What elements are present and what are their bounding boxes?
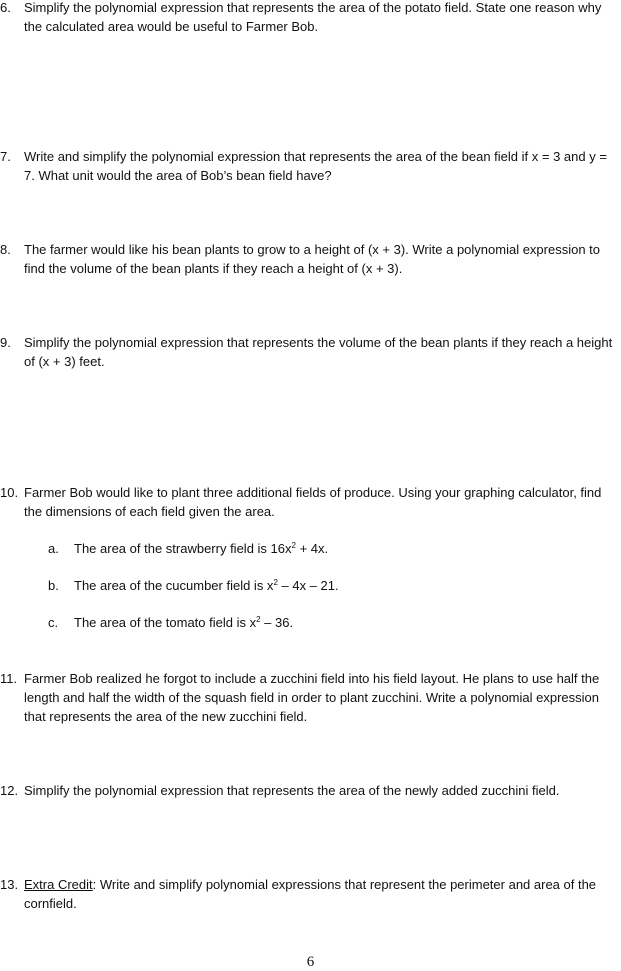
question-number: 8.	[0, 242, 11, 257]
question-text: Simplify the polynomial expression that represents the volume of the bean plants if they reach a height of (x + 3) feet.	[24, 335, 613, 369]
subitem-text: The area of the strawberry field is $16x^2 + 4x$.	[74, 541, 329, 556]
question-number: 13.	[0, 877, 19, 892]
subitem-letter: b.	[48, 578, 59, 593]
question-text: The farmer would like his bean plants to grow to a height of (x + 3). Write a polynomial expression to find the volume of the bean plants if they reach a height of (x + 3).	[24, 242, 601, 276]
subitem-text: The area of the tomato field is $x^2 - 36$.	[74, 615, 294, 630]
question-number: 9.	[0, 335, 11, 350]
question-text: Simplify the polynomial expression that represents the area of the newly added zucchini field.	[24, 783, 560, 798]
question-number: 7.	[0, 149, 11, 164]
question-number: 10.	[0, 485, 19, 500]
subitem-letter: a.	[48, 541, 59, 556]
subitem-c	[0, 613, 621, 632]
question-text: Extra Credit: Write and simplify polynomial expressions that represent the perimeter and area of the cornfield.	[24, 877, 597, 911]
question-number: 6.	[0, 0, 11, 15]
subitem-b	[0, 576, 621, 595]
subitem-letter: c.	[48, 615, 59, 630]
subitem-text: The area of the cucumber field is $x^2 - 4x - 21$.	[74, 578, 339, 593]
extra-credit-label: Extra Credit	[24, 877, 93, 892]
question-text: Farmer Bob realized he forgot to include a zucchini field into his field layout. He plans to use half the length and half the width of the squash field in order to plant zucchini. Write a polynomial expression that represents the area of the new zucchini field.	[24, 671, 600, 724]
question-number: 12.	[0, 783, 19, 798]
question-number: 11.	[0, 671, 18, 686]
page-number: 6	[306, 954, 315, 970]
question-text: Farmer Bob would like to plant three additional fields of produce. Using your graphing calculator, find the dimensions of each field given the area.	[24, 485, 602, 519]
question-text: Write and simplify the polynomial expression that represents the area of the bean field if x = 3 and y = 7. What unit would the area of Bob’s bean field have?	[24, 149, 607, 183]
subitem-a	[0, 539, 621, 558]
question-text: Simplify the polynomial expression that represents the area of the potato field. State one reason why the calculated area would be useful to Farmer Bob.	[24, 0, 602, 34]
